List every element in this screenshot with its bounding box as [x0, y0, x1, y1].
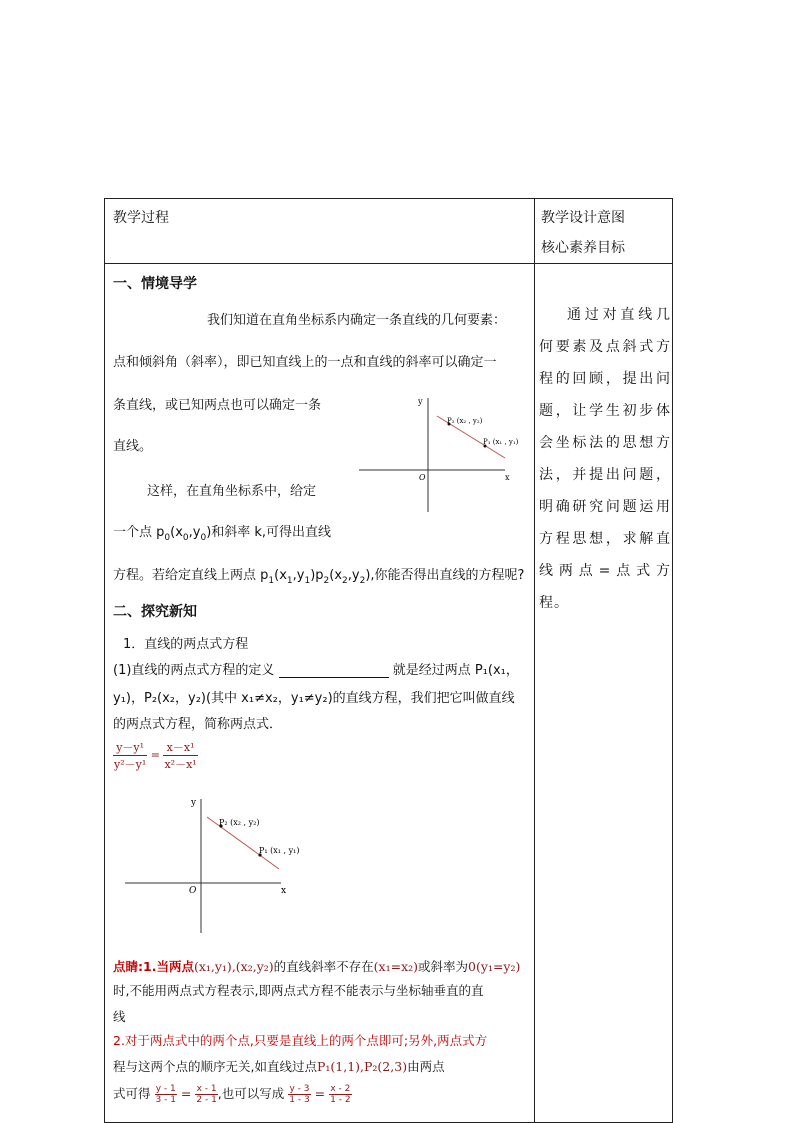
section1-p3: 方程。若给定直线上两点 $p_1(x_1,y_1)p_2(x_2,y_2)$,你能否得出直线的方程呢?: [113, 568, 525, 586]
p1-label: P₁ (x₁ , y₁): [259, 846, 300, 855]
section1-p1-line1: 我们知道在直角坐标系内确定一条直线的几何要素：: [207, 313, 507, 328]
design-intent-text: 通过对直线几何要素及点斜式方程的回顾，提出问题，让学生初步体会坐标法的思想方法，并提出问题，明确研究问题运用方程思想，求解直线两点=点式方程。: [539, 307, 671, 611]
note-line6: 式可得 $\frac{y - 1}{3 - 1}$ = $\frac{x - 1}{2 - 1}$ ,也可以写成 $\frac{y - 3}{1 - 3}$ = $\frac{x - 2}{1 - 2}$: [113, 1084, 351, 1105]
section2-subheading: 1．直线的两点式方程: [123, 637, 249, 652]
section1-p1-line3: 条直线，或已知两点也可以确定一条: [113, 398, 322, 413]
p2-label: P₂ (x₂ , y₂): [447, 417, 483, 425]
p1-label: P₁ (x₁ , y₁): [483, 438, 519, 446]
x-axis-label: x: [281, 886, 287, 896]
definition-blank: [279, 665, 389, 678]
definition-line2: y₁)，P₂(x₂，y₂)(其中 x₁≠x₂，y₁≠y₂)的直线方程，我们把它叫做直线: [113, 691, 515, 706]
section1-p2-line1: 这样，在直角坐标系中，给定: [147, 484, 317, 499]
coordinate-graph-2: [121, 791, 311, 936]
x-axis-label: x: [505, 473, 510, 482]
origin-label: O: [189, 886, 197, 896]
header-left-title: 教学过程: [113, 210, 169, 226]
note-line2: 时,不能用两点式方程表示,即两点式方程不能表示与坐标轴垂直的直: [113, 983, 484, 998]
section2-heading: 二、探究新知: [113, 604, 197, 620]
section1-p2-line2: 一个点 $p_0(x_0,y_0)$和斜率 k,可得出直线: [113, 525, 332, 543]
note-line4: 2.对于两点式中的两个点,只要是直线上的两个点即可;另外,两点式方: [113, 1033, 488, 1048]
y-axis-label: y: [191, 798, 197, 808]
definition-line1: (1)直线的两点式方程的定义 就是经过两点 P₁(x₁，: [113, 663, 519, 678]
section1-p1-line4: 直线。: [113, 439, 153, 454]
y-axis-label: y: [418, 397, 423, 406]
note-line5: 程与这两个点的顺序无关,如直线过点P₁(1,1),P₂(2,3)由两点: [113, 1059, 445, 1074]
p2-label: P₂ (x₂ , y₂): [219, 818, 260, 827]
section1-heading: 一、情境导学: [113, 276, 197, 292]
note-line1: 点睛:1.当两点(x₁,y₁),(x₂,y₂)的直线斜率不存在(x₁=x₂)或斜率为0(y₁=y₂): [113, 959, 521, 974]
column-divider: [534, 199, 535, 1122]
coordinate-graph-1: [355, 394, 525, 514]
two-point-formula: $\frac{\text{y－y¹}}{\text{y²－y¹}}$ = $\frac{\text{x－x¹}}{\text{x²－x¹}}$: [114, 741, 197, 771]
header-right-line2: 核心素养目标: [541, 240, 625, 256]
note-line3: 线: [113, 1009, 126, 1024]
header-divider: [105, 263, 672, 264]
definition-line3: 的两点式方程，简称两点式．: [113, 717, 283, 732]
section1-p1-line2: 点和倾斜角（斜率），即已知直线上的一点和直线的斜率可以确定一: [113, 355, 497, 370]
header-right-line1: 教学设计意图: [541, 210, 625, 226]
origin-label: O: [419, 473, 426, 482]
lesson-table: [104, 198, 673, 1123]
